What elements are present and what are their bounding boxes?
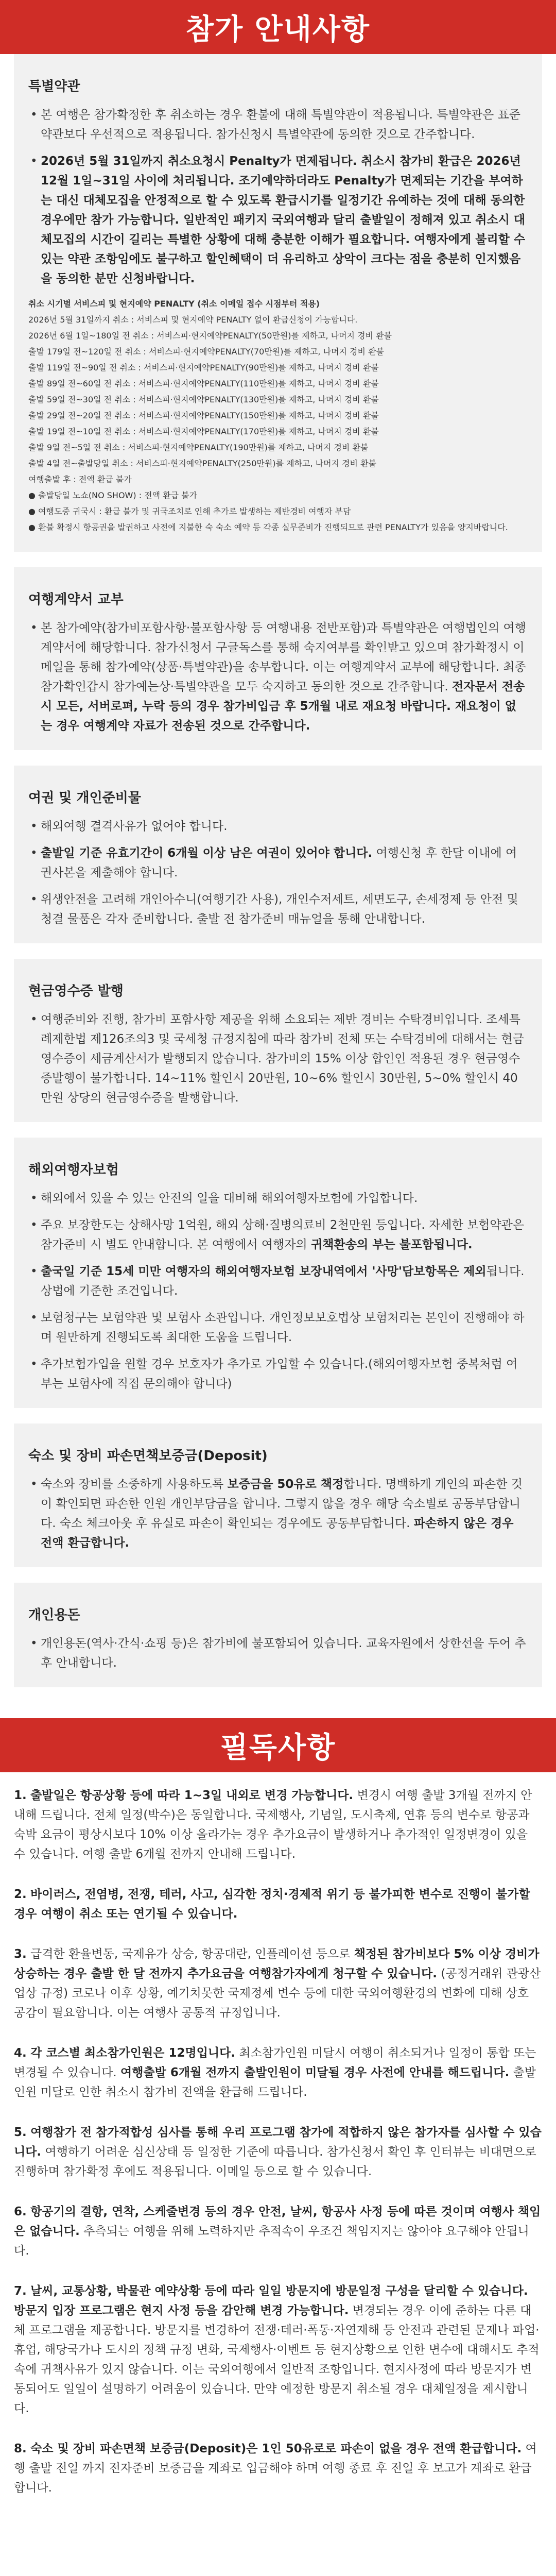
list-item: • 해외에서 있을 수 있는 안전의 일을 대비해 해외여행자보험에 가입합니다. xyxy=(28,1189,528,1208)
section-title: 여권 및 개인준비물 xyxy=(28,790,142,806)
note-item: 6. 항공기의 결항, 연착, 스케줄변경 등의 경우 안전, 날씨, 항공사 사정 등에 따른 것이며 여행사 책임은 없습니다. 추측되는 여행을 위해 노력하지만 추적속이 우조건 책임지지는 않아야 요구해야 안됩니다. xyxy=(14,2205,541,2258)
penalty-line: 여행출발 후 : 전액 환급 불가 xyxy=(28,474,132,484)
list-item: • 주요 보장한도는 상해사망 1억원, 해외 상해·질병의료비 2천만원 등입니다. 자세한 보험약관은 참가준비 시 별도 안내합니다. 본 여행에서 여행자의 귀책환송의 부는 불포함됩니다. xyxy=(28,1215,528,1255)
list-item: • 여행준비와 진행, 참가비 포함사항 제공을 위해 소요되는 제반 경비는 수탁경비입니다. 조세특례제한법 제126조의3 및 국세청 규정지침에 따라 참가비 전체 또는 수탁경비에 대해서는 현금영수증이 세금계산서가 발행되지 않습니다. 참가비의 15% 이상 합인인 적용된 경우 현금영수증발행이 불가합니다. 14~11% 할인시 20만원, 10~6% 할인시 30만원, 5~0% 할인시 40만원 상당의 현금영수증을 발행합니다. xyxy=(28,1010,528,1108)
list-item: • 본 참가예약(참가비포함사항·불포함사항 등 여행내용 전반포함)과 특별약관은 여행법인의 여행계약서에 해당합니다. 참가신청서 구글독스를 통해 숙지여부를 확인받고 있으며 참가확정시 이메일을 통해 참가예약(상품·특별약관)을 송부합니다. 이는 여행계약서 교부에 해당합니다. 최종 참가확인갑시 참가예는상·특별약관을 모두 숙지하고 동의한 것으로 간주합니다. 전자문서 전송시 모든, 서버로펴, 누락 등의 경우 참가비입금 후 5개월 내로 재요청 바랍니다. 재요청이 없는 경우 여행계약 자료가 전송된 것으로 간주합니다. xyxy=(28,618,528,736)
main-content xyxy=(0,54,556,1687)
penalty-line: 출발 119일 전~90일 전 취소 : 서비스피·현지예약PENALTY(90만원)를 제하고, 나머지 경비 환불 xyxy=(28,363,379,372)
section-passport xyxy=(14,766,542,943)
note-item: 2. 바이러스, 전염병, 전쟁, 테러, 사고, 심각한 정치·경제적 위기 등 불가피한 변수로 진행이 불가할 경우 여행이 취소 또는 연기될 수 있습니다. xyxy=(14,1888,530,1921)
notes-banner xyxy=(0,1718,556,1772)
section-receipt xyxy=(14,959,542,1122)
header-banner xyxy=(0,0,556,54)
list-item: • 숙소와 장비를 소중하게 사용하도록 보증금을 50유로 책정합니다. 명백하게 개인의 파손한 것이 확인되면 파손한 인원 개인부담금을 합니다. 그렇지 않을 경우 해당 숙소별로 공동부담합니다. 숙소 체크아웃 후 유실로 파손이 확인되는 경우에도 공동부담합니다. 파손하지 않은 경우 전액 환급합니다. xyxy=(28,1475,528,1553)
note-item: 4. 각 코스별 최소참가인원은 12명입니다. 최소참가인원 미달시 여행이 취소되거나 일정이 통합 또는 변경될 수 있습니다. 여행출발 6개월 전까지 출발인원이 미달될 경우 사전에 안내를 해드립니다. 출발인원 미달로 인한 취소시 참가비 전액을 환급해 드립니다. xyxy=(14,2046,536,2099)
notes-title: 필독사항 xyxy=(220,1731,336,1765)
notes-list xyxy=(0,1772,556,2539)
section-deposit xyxy=(14,1423,542,1567)
penalty-line: 출발 4일 전~출발당일 취소 : 서비스피·현지예약PENALTY(250만원)를 제하고, 나머지 경비 환불 xyxy=(28,459,377,468)
list-item: • 2026년 5월 31일까지 취소요청시 Penalty가 면제됩니다. 취소시 참가비 환급은 2026년 12월 1일~31일 사이에 처리됩니다. 조기예약하더라도 Penalty가 면제되는 기간을 부여하는 대신 대체모집을 안정적으로 할 수 있도록 환급시기를 일정기간 유예하는 것에 대해 동의한 경우에만 참가 가능합니다. 일반적인 패키지 국외여행과 달리 출발일이 정해져 있고 취소시 대체모집의 시간이 길리는 특별한 상황에 대해 충분한 이해가 필요합니다. 여행자에게 불리할 수 있는 약관 조항임에도 불구하고 할인혜택이 더 유리하고 상악이 크다는 점을 충분히 인지했음을 동의한 분만 신청바랍니다. xyxy=(28,151,528,289)
penalty-line: 2026년 5월 31일까지 취소 : 서비스피 및 현지예약 PENALTY 없이 환급신청이 가능합니다. xyxy=(28,315,358,325)
list-item: • 개인용돈(역사·간식·쇼핑 등)은 참가비에 불포함되어 있습니다. 교육자원에서 상한선을 두어 추후 안내합니다. xyxy=(28,1634,528,1673)
section-contract xyxy=(14,567,542,750)
penalty-table xyxy=(28,296,528,535)
penalty-line: 출발 179일 전~120일 전 취소 : 서비스피·현지예약PENALTY(70만원)를 제하고, 나머지 경비 환불 xyxy=(28,347,384,357)
note-item: 8. 숙소 및 장비 파손면책 보증금(Deposit)은 1인 50유로로 파손이 없을 경우 전액 환급합니다. 여행 출발 전일 까지 전자준비 보증금을 계좌로 입금해야 하며 여행 종료 후 전일 후 보고가 계좌로 환급합니다. xyxy=(14,2442,537,2495)
penalty-line: 출발 89일 전~60일 전 취소 : 서비스피·현지예약PENALTY(110만원)를 제하고, 나머지 경비 환불 xyxy=(28,379,379,388)
note-item: 3. 급격한 환율변동, 국제유가 상승, 항공대란, 인플레이션 등으로 책정된 참가비보다 5% 이상 경비가 상승하는 경우 출발 한 달 전까지 추가요금을 여행참가자에게 청구할 수 있습니다. (공정거래위 관광산업상 규정) 코로나 이후 상황, 예기치못한 국제정세 변수 등에 대한 국외여행환경의 변화에 대해 상호 공감이 필요합니다. 이는 여행사 공통적 규정입니다. xyxy=(14,1947,541,2020)
section-special-terms xyxy=(14,54,542,552)
note-item: 1. 출발일은 항공상황 등에 따라 1~3일 내외로 변경 가능합니다. 변경시 여행 출발 3개월 전까지 안내해 드립니다. 전체 일정(박수)은 동일합니다. 국제행사, 기념일, 도시축제, 연휴 등의 변수로 항공과 숙박 요금이 평상시보다 10% 이상 올라가는 경우 추가요금이 발생하거나 추가적인 일정변경이 있을 수 있습니다. 여행 출발 6개월 전까지 안내해 드립니다. xyxy=(14,1789,532,1861)
page-title: 참가 안내사항 xyxy=(185,12,371,46)
note-item: 5. 여행참가 전 참가적합성 심사를 통해 우리 프로그램 참가에 적합하지 않은 참가자를 심사할 수 있습니다. 여행하기 어려운 심신상태 등 일정한 기준에 따릅니다. 참가신청서 확인 후 인터뷰는 비대면으로 진행하며 참가확정 후에도 적용됩니다. 이메일 등으로 할 수 있습니다. xyxy=(14,2126,542,2178)
list-item: • 본 여행은 참가확정한 후 취소하는 경우 환불에 대해 특별약관이 적용됩니다. 특별약관은 표준약관보다 우선적으로 적용됩니다. 참가신청시 특별약관에 동의한 것으로 간주합니다. xyxy=(28,105,528,144)
section-title: 특별약관 xyxy=(28,79,80,94)
penalty-line: 2026년 6월 1일~180일 전 취소 : 서비스피·현지예약PENALTY(50만원)를 제하고, 나머지 경비 환불 xyxy=(28,331,392,341)
list-item: • 출발일 기준 유효기간이 6개월 이상 남은 여권이 있어야 합니다. 여행신청 후 한달 이내에 여권사본을 제출해야 합니다. xyxy=(28,843,528,883)
section-title: 여행계약서 교부 xyxy=(28,592,124,607)
section-insurance xyxy=(14,1138,542,1408)
penalty-line: 출발 59일 전~30일 전 취소 : 서비스피·현지예약PENALTY(130만원)를 제하고, 나머지 경비 환불 xyxy=(28,395,379,404)
penalty-line: 출발 9일 전~5일 전 취소 : 서비스피·현지예약PENALTY(190만원)를 제하고, 나머지 경비 환불 xyxy=(28,443,369,452)
section-title: 현금영수증 발행 xyxy=(28,984,124,999)
list-item: • 추가보험가입을 원할 경우 보호자가 추가로 가입할 수 있습니다.(해외여행자보험 중복처럼 여부는 보험사에 직접 문의해야 합니다) xyxy=(28,1354,528,1394)
section-personal-money xyxy=(14,1583,542,1687)
note-item: 7. 날씨, 교통상황, 박물관 예약상황 등에 따라 일일 방문지에 방문일정 구성을 달리할 수 있습니다. 방문지 입장 프로그램은 현지 사정 등을 감안해 변경 가능합니다. 변경되는 경우 이에 준하는 다른 대체 프로그램을 제공합니다. 방문지를 변경하여 전쟁·테러·폭동·자연재해 등 안전과 관련된 문제나 파업·휴업, 해당국가나 도시의 정책 규정 변화, 국제행사·이벤트 등 현지상황으로 인한 변수에 대해서도 추적속에 귀책사유가 있지 않습니다. 이는 국외여행에서 일반적 조항입니다. 현지사정에 따라 방문지가 변동되어도 일일이 설명하기 어려움이 있습니다. 만약 예정한 방문지 취소될 경우 대체일정을 제시합니다. xyxy=(14,2284,540,2415)
list-item: • 해외여행 결격사유가 없어야 합니다. xyxy=(28,817,528,836)
list-item: • 출국일 기준 15세 미만 여행자의 해외여행자보험 보장내역에서 '사망'담보항목은 제외됩니다. 상법에 기준한 조건입니다. xyxy=(28,1262,528,1301)
penalty-title: 취소 시기별 서비스피 및 현지예약 PENALTY (취소 이메일 접수 시점부터 적용) xyxy=(28,299,320,309)
list-item: • 보험청구는 보험약관 및 보험사 소관입니다. 개인정보보호법상 보험처리는 본인이 진행해야 하며 원만하게 진행되도록 최대한 도움을 드립니다. xyxy=(28,1308,528,1347)
penalty-line: ● 환불 확정시 항공권을 발권하고 사전에 지불한 숙 숙소 예약 등 각종 실무준비가 진행되므로 관련 PENALTY가 있음을 양지바랍니다. xyxy=(28,522,508,532)
penalty-line: ● 출발당일 노쇼(NO SHOW) : 전액 환급 불가 xyxy=(28,490,198,500)
list-item: • 위생안전을 고려해 개인아수니(여행기간 사용), 개인수저세트, 세면도구, 손세정제 등 안전 및 청결 물품은 각자 준비합니다. 출발 전 참가준비 매뉴얼을 통해 안내합니다. xyxy=(28,890,528,929)
penalty-line: 출발 29일 전~20일 전 취소 : 서비스피·현지예약PENALTY(150만원)를 제하고, 나머지 경비 환불 xyxy=(28,411,379,420)
section-title: 개인용돈 xyxy=(28,1607,80,1623)
section-title: 해외여행자보험 xyxy=(28,1162,119,1178)
penalty-line: ● 여행도중 귀국시 : 환급 불가 및 귀국조치로 인해 추가로 발생하는 제반경비 여행자 부담 xyxy=(28,506,351,516)
penalty-line: 출발 19일 전~10일 전 취소 : 서비스피·현지예약PENALTY(170만원)를 제하고, 나머지 경비 환불 xyxy=(28,427,379,436)
section-title: 숙소 및 장비 파손면책보증금(Deposit) xyxy=(28,1448,268,1464)
